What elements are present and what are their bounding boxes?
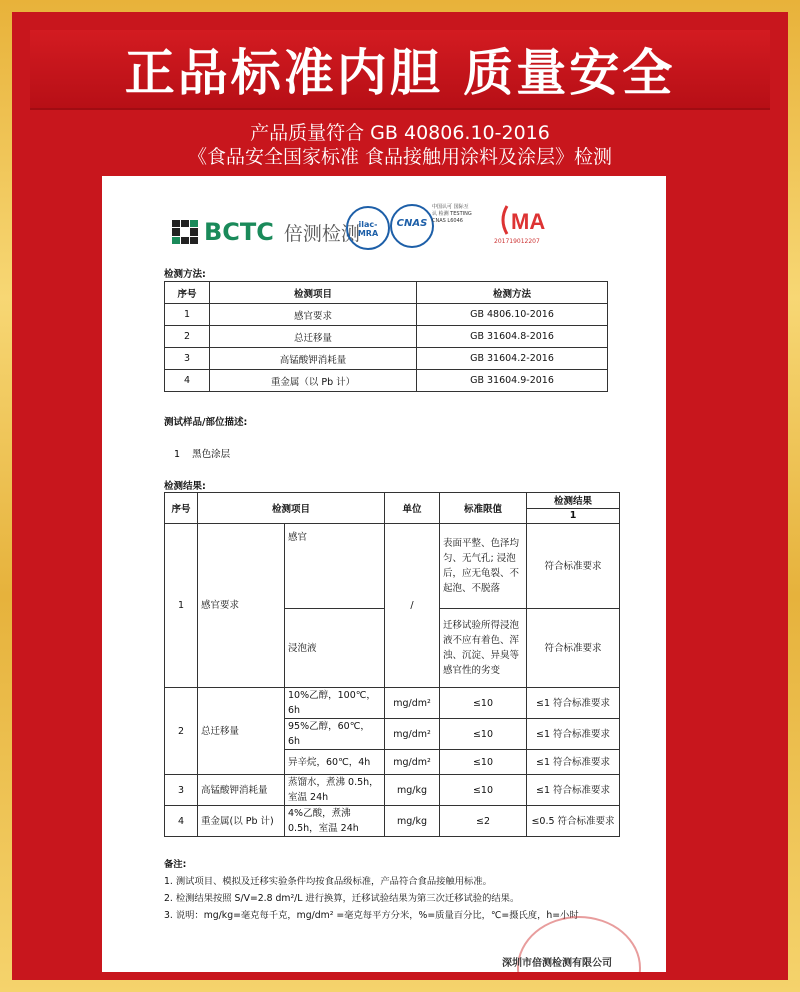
company-name: 深圳市倍测检测有限公司 — [502, 958, 612, 969]
table-row: 3 高锰酸钾消耗量 蒸馏水，煮沸 0.5h，室温 24h mg/kg ≤10 ≤1 符合标准要求 — [165, 775, 620, 806]
table-row: 2 总迁移量 GB 31604.8-2016 — [165, 326, 608, 348]
table-header-row: 序号 检测项目 单位 标准限值 检测结果 — [165, 493, 620, 509]
bctc-text: BCTC — [204, 218, 274, 246]
table-row: 浸泡液 迁移试验所得浸泡液不应有着色、浑浊、沉淀、异臭等感官性的劣变 符合标准要求 — [165, 609, 620, 688]
sample-label: 测试样品/部位描述: — [164, 417, 248, 428]
subtitle-line-2: 《食品安全国家标准 食品接触用涂料及涂层》检测 — [187, 146, 613, 168]
cma-text: MA — [511, 209, 546, 234]
note-2: 2. 检测结果按照 S/V=2.8 dm²/L 进行换算，迁移试验结果为第三次迁移试验的结果。 — [164, 893, 520, 904]
cma-number: 201719012207 — [494, 238, 540, 245]
table-row: 2 总迁移量 10%乙醇，100℃，6h mg/dm² ≤10 ≤1 符合标准要求 — [165, 688, 620, 719]
table-row: 4 重金属（以 Pb 计） GB 31604.9-2016 — [165, 370, 608, 392]
col-item: 检测项目 — [210, 282, 417, 304]
bctc-logo — [172, 212, 360, 252]
col-method: 检测方法 — [417, 282, 608, 304]
results-label: 检测结果: — [164, 481, 206, 492]
table-row: 异辛烷，60℃，4h mg/dm² ≤10 ≤1 符合标准要求 — [165, 750, 620, 775]
table-row: 4 重金属(以 Pb 计) 4%乙酸，煮沸 0.5h，室温 24h mg/kg ≤2 ≤0.5 符合标准要求 — [165, 806, 620, 837]
banner — [30, 30, 770, 110]
table-row: 1 感官要求 GB 4806.10-2016 — [165, 304, 608, 326]
cnas-caption: 中国认可 国际互认 检测 TESTING CNAS L6046 — [432, 204, 472, 224]
test-report-sheet — [102, 176, 666, 972]
bctc-cn-text: 倍测检测 — [283, 222, 360, 245]
cma-icon — [497, 202, 549, 238]
notes-title: 备注: — [164, 859, 187, 870]
methods-label: 检测方法: — [164, 269, 206, 280]
note-1: 1. 测试项目、模拟及迁移实验条件均按食品级标准，产品符合食品接触用标准。 — [164, 876, 492, 887]
cnas-icon: CNAS — [390, 204, 434, 248]
table-row: 1 感官要求 感官 / 表面平整、色泽均匀、无气孔; 浸泡后，应无龟裂、不起泡、不脱落 符合标准要求 — [165, 524, 620, 609]
note-3: 3. 说明：mg/kg=毫克每千克，mg/dm² =毫克每平方分米，%=质量百分比，℃=摄氏度，h=小时 — [164, 910, 579, 921]
ilac-mra-icon: ilac-MRA — [346, 206, 390, 250]
bctc-mark-icon — [172, 220, 196, 244]
notes — [164, 856, 579, 924]
table-row: 3 高锰酸钾消耗量 GB 31604.2-2016 — [165, 348, 608, 370]
methods-table — [164, 281, 608, 392]
table-header-row — [165, 282, 608, 304]
banner-title: 正品标准内胆 质量安全 — [124, 44, 676, 102]
results-table: 序号 检测项目 单位 标准限值 检测结果 1 1 感官要求 感官 / 表面平整、色泽均匀、无气孔; 浸泡后，应无龟裂、不起泡、不脱落 符合标准要求 浸泡液 迁移试验所得浸泡液不应有着色、浑浊、沉淀、异臭等感官性的劣变 符合标准要求 2 总迁移量 10%乙醇，100℃，6h mg/dm² ≤10 ≤1 符合标准要求 95%乙醇，60℃，6h mg/dm² ≤10 ≤1 符合标准要求 异辛烷，60℃，4h mg/dm² ≤10 ≤1 符合标准要求 3 高锰酸钾消耗量 蒸馏水，煮沸 0.5h，室温 24h mg/kg ≤10 ≤1 符合标准要求 4 重金属(以 Pb 计) 4%乙酸，煮沸 0.5h，室温 24h mg/kg ≤2 ≤0.5 符合标准要求 — [164, 492, 620, 837]
col-no: 序号 — [165, 282, 210, 304]
table-row: 95%乙醇，60℃，6h mg/dm² ≤10 ≤1 符合标准要求 — [165, 719, 620, 750]
sample-item: 1 黑色涂层 — [174, 449, 231, 460]
subtitle-line-1: 产品质量符合 GB 40806.10-2016 — [250, 122, 550, 144]
